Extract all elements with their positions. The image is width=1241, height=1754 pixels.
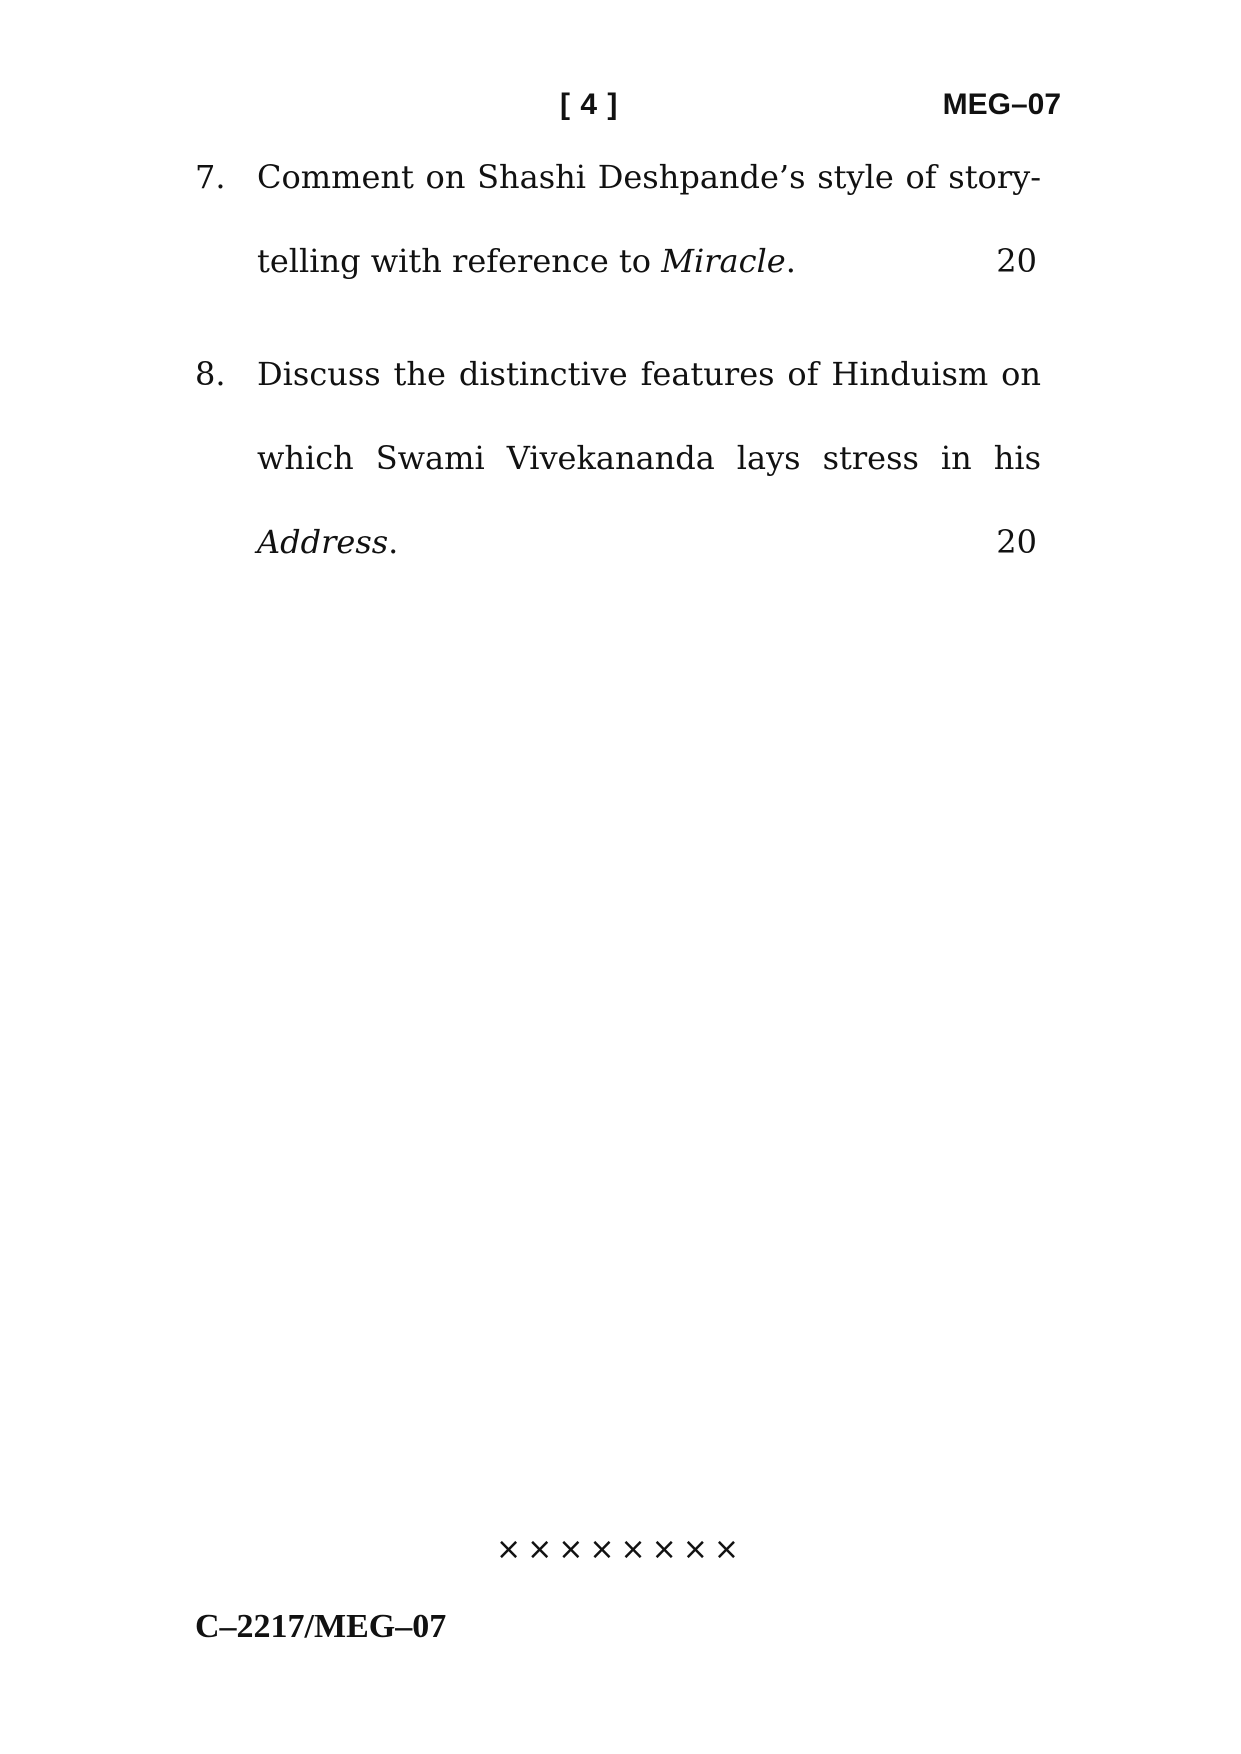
question-text-plain: telling with reference to <box>257 242 662 280</box>
question-text: which Swami Vivekananda lays stress in his <box>257 439 1041 477</box>
end-of-paper-marks: ×××××××× <box>495 1532 746 1567</box>
page-number: [ 4 ] <box>560 88 619 121</box>
question-text <box>257 239 796 283</box>
question-text: Comment on Shashi Deshpande’s style of story- <box>257 158 1041 196</box>
question-text-suffix: . <box>388 523 399 561</box>
question-number: 8. <box>195 355 226 393</box>
question-line <box>195 352 1041 436</box>
question-number: 7. <box>195 158 226 196</box>
question-line <box>195 520 1041 604</box>
question-line <box>195 436 1041 520</box>
footer-code: C–2217/MEG–07 <box>195 1608 447 1645</box>
work-title: Miracle <box>661 242 786 280</box>
question-text <box>257 520 398 564</box>
question-marks: 20 <box>996 523 1037 561</box>
question-8 <box>195 352 1041 604</box>
question-line <box>195 239 1041 323</box>
question-text: Discuss the distinctive features of Hinduism on <box>257 355 1041 393</box>
work-title: Address <box>257 523 389 561</box>
question-7 <box>195 155 1041 323</box>
paper-code: MEG–07 <box>942 88 1061 121</box>
question-marks: 20 <box>996 242 1037 280</box>
question-text-suffix: . <box>785 242 796 280</box>
question-line <box>195 155 1041 239</box>
